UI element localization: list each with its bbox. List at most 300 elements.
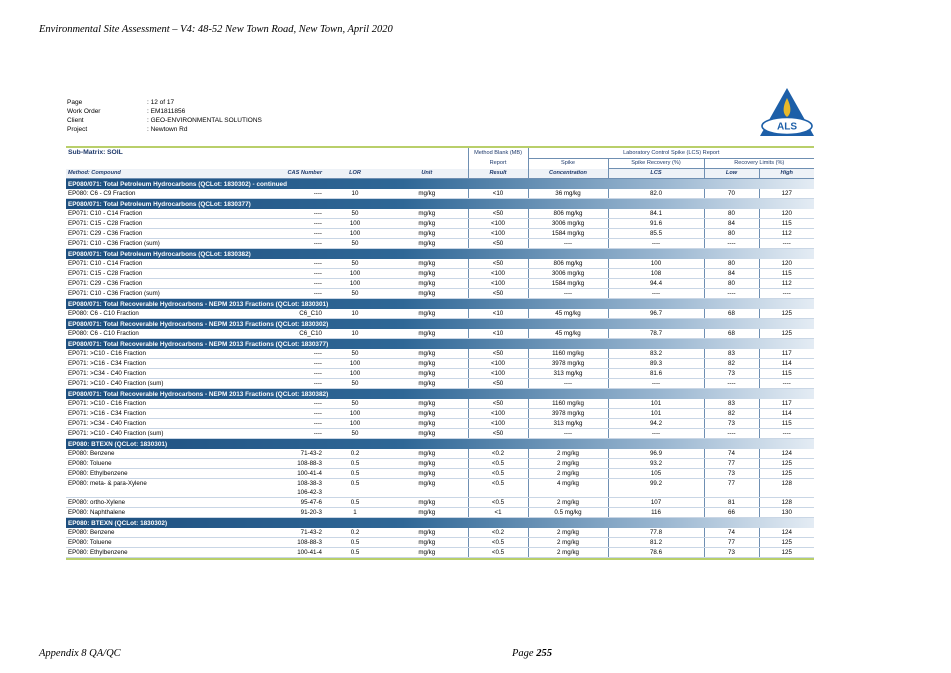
cell-lor: 0.5 <box>324 538 386 548</box>
cell-unit: mg/kg <box>386 209 468 219</box>
cell-lor: 10 <box>324 189 386 199</box>
cell-lor: 50 <box>324 349 386 359</box>
cell-lcs: 116 <box>608 508 704 518</box>
cell-cas: ---- <box>246 409 324 419</box>
cell-high: 112 <box>759 279 814 289</box>
cell-low: 68 <box>704 309 759 319</box>
cell-cas: ---- <box>246 279 324 289</box>
cell-unit: mg/kg <box>386 259 468 269</box>
cell-unit: mg/kg <box>386 359 468 369</box>
section-header-row <box>66 339 814 350</box>
meta-row <box>67 116 262 125</box>
table-row <box>66 429 814 439</box>
cell-result: <0.5 <box>468 548 528 558</box>
cell-cas: ---- <box>246 369 324 379</box>
meta-value: : EM1811856 <box>147 108 186 115</box>
cell-cas: 100-41-4 <box>246 548 324 558</box>
sub-matrix <box>66 148 246 159</box>
col-low: Low <box>704 169 759 179</box>
cell-lcs: 96.9 <box>608 449 704 459</box>
table-row <box>66 329 814 339</box>
cell-lor: 50 <box>324 209 386 219</box>
cell-lor: 100 <box>324 419 386 429</box>
cell-cas: 91-20-3 <box>246 508 324 518</box>
cell-low: 77 <box>704 538 759 548</box>
cell-low: ---- <box>704 239 759 249</box>
cell-compound: EP071: C10 - C36 Fraction (sum) <box>66 289 246 299</box>
cell-low: 83 <box>704 349 759 359</box>
cell-unit: mg/kg <box>386 309 468 319</box>
cell-lcs: 78.6 <box>608 548 704 558</box>
meta-row <box>67 107 262 116</box>
cell-lor: 0.5 <box>324 479 386 498</box>
table-row <box>66 528 814 538</box>
table-row <box>66 259 814 269</box>
cell-concentration: 2 mg/kg <box>528 538 608 548</box>
meta-value: : GEO-ENVIRONMENTAL SOLUTIONS <box>147 117 262 124</box>
cell-high: 125 <box>759 469 814 479</box>
footer-page-label: Page <box>512 648 534 659</box>
cell-low: 81 <box>704 498 759 508</box>
cell-cas: 108-88-3 <box>246 538 324 548</box>
cell-lor: 0.5 <box>324 498 386 508</box>
cell-result: <100 <box>468 359 528 369</box>
table-row <box>66 219 814 229</box>
cell-unit: mg/kg <box>386 409 468 419</box>
cell-lcs: 108 <box>608 269 704 279</box>
cell-lcs: 94.4 <box>608 279 704 289</box>
cell-low: 80 <box>704 279 759 289</box>
cell-compound: EP071: C10 - C36 Fraction (sum) <box>66 239 246 249</box>
cell-unit: mg/kg <box>386 508 468 518</box>
cell-result: <100 <box>468 369 528 379</box>
cell-low: 74 <box>704 449 759 459</box>
table-row <box>66 379 814 389</box>
cell-concentration: 313 mg/kg <box>528 369 608 379</box>
cell-unit: mg/kg <box>386 498 468 508</box>
cell-low: 73 <box>704 548 759 558</box>
cell-concentration: ---- <box>528 379 608 389</box>
cell-high: 117 <box>759 399 814 409</box>
cell-cas: ---- <box>246 189 324 199</box>
cell-cas: 95-47-6 <box>246 498 324 508</box>
cell-lor: 50 <box>324 379 386 389</box>
cell-compound: EP071: >C34 - C40 Fraction <box>66 369 246 379</box>
cell-low: 84 <box>704 219 759 229</box>
cell-low: 70 <box>704 189 759 199</box>
section-title: EP080/071: Total Recoverable Hydrocarbons - NEPM 2013 Fractions (QCLot: 1830302) <box>66 319 814 330</box>
cell-result: <100 <box>468 219 528 229</box>
cell-concentration: 36 mg/kg <box>528 189 608 199</box>
cell-high: 124 <box>759 528 814 538</box>
col-lor: LOR <box>324 169 386 179</box>
cell-lcs: 93.2 <box>608 459 704 469</box>
section-header-row <box>66 518 814 529</box>
cell-concentration: 1584 mg/kg <box>528 229 608 239</box>
cell-high: 124 <box>759 449 814 459</box>
cell-cas: ---- <box>246 419 324 429</box>
meta-key: Page <box>67 99 83 106</box>
cell-unit: mg/kg <box>386 528 468 538</box>
cell-lor: 10 <box>324 309 386 319</box>
cell-compound: EP071: C29 - C36 Fraction <box>66 229 246 239</box>
cell-result: <50 <box>468 209 528 219</box>
cell-lor: 1 <box>324 508 386 518</box>
cell-result: <50 <box>468 429 528 439</box>
table-row <box>66 459 814 469</box>
cell-compound: EP080: Naphthalene <box>66 508 246 518</box>
cell-low: 73 <box>704 469 759 479</box>
table-row <box>66 269 814 279</box>
cell-concentration: 1160 mg/kg <box>528 349 608 359</box>
cell-low: 80 <box>704 229 759 239</box>
cell-lcs: 100 <box>608 259 704 269</box>
cell-lor: 100 <box>324 359 386 369</box>
method-blank-header: Method Blank (MB) <box>468 148 528 159</box>
cell-low: 77 <box>704 479 759 498</box>
cell-lcs: 82.0 <box>608 189 704 199</box>
table-row <box>66 548 814 558</box>
cell-concentration: 806 mg/kg <box>528 259 608 269</box>
col-compound: Method: Compound <box>66 169 246 179</box>
cell-high: 125 <box>759 548 814 558</box>
cell-unit: mg/kg <box>386 369 468 379</box>
cell-cas: ---- <box>246 429 324 439</box>
cell-compound: EP071: C10 - C14 Fraction <box>66 259 246 269</box>
cell-concentration: 3978 mg/kg <box>528 359 608 369</box>
cell-concentration: 0.5 mg/kg <box>528 508 608 518</box>
cell-high: 114 <box>759 359 814 369</box>
cell-compound: EP071: C10 - C14 Fraction <box>66 209 246 219</box>
cell-concentration: ---- <box>528 289 608 299</box>
col-result: Result <box>468 169 528 179</box>
cell-concentration: 2 mg/kg <box>528 459 608 469</box>
cell-result: <0.5 <box>468 498 528 508</box>
cell-lor: 50 <box>324 429 386 439</box>
section-header-row <box>66 439 814 450</box>
cell-lcs: 94.2 <box>608 419 704 429</box>
cell-lcs: 101 <box>608 399 704 409</box>
section-title: EP080/071: Total Petroleum Hydrocarbons (QCLot: 1830382) <box>66 249 814 260</box>
cell-concentration: 45 mg/kg <box>528 309 608 319</box>
cell-lor: 50 <box>324 259 386 269</box>
cell-lcs: 105 <box>608 469 704 479</box>
cell-cas: ---- <box>246 269 324 279</box>
table-row <box>66 349 814 359</box>
cell-concentration: 1584 mg/kg <box>528 279 608 289</box>
cell-unit: mg/kg <box>386 219 468 229</box>
section-title: EP080: BTEXN (QCLot: 1830301) <box>66 439 814 450</box>
cell-compound: EP080: meta- & para-Xylene <box>66 479 246 498</box>
section-title: EP080: BTEXN (QCLot: 1830302) <box>66 518 814 529</box>
cell-result: <50 <box>468 289 528 299</box>
cell-compound: EP071: >C10 - C16 Fraction <box>66 349 246 359</box>
cell-unit: mg/kg <box>386 279 468 289</box>
cell-result: <0.2 <box>468 449 528 459</box>
footer-page <box>512 648 552 659</box>
logo-text: ALS <box>777 121 797 133</box>
cell-compound: EP080: Benzene <box>66 528 246 538</box>
cell-lcs: 101 <box>608 409 704 419</box>
cell-lcs: 91.6 <box>608 219 704 229</box>
cell-cas: 108-88-3 <box>246 459 324 469</box>
cell-result: <100 <box>468 229 528 239</box>
cell-compound: EP080: Ethylbenzene <box>66 469 246 479</box>
cell-high: 120 <box>759 259 814 269</box>
cell-lor: 0.5 <box>324 469 386 479</box>
cell-result: <50 <box>468 349 528 359</box>
cell-result: <0.5 <box>468 538 528 548</box>
cell-result: <0.5 <box>468 479 528 498</box>
section-header-row <box>66 319 814 330</box>
section-header-row <box>66 179 814 190</box>
cell-compound: EP080: Toluene <box>66 459 246 469</box>
cell-lor: 0.2 <box>324 528 386 538</box>
cell-cas: C6_C10 <box>246 329 324 339</box>
cell-low: 83 <box>704 399 759 409</box>
cell-high: 115 <box>759 369 814 379</box>
cell-result: <50 <box>468 379 528 389</box>
table-body <box>66 179 814 558</box>
cell-cas: ---- <box>246 229 324 239</box>
cell-lcs: 85.5 <box>608 229 704 239</box>
cell-high: ---- <box>759 379 814 389</box>
cell-low: 73 <box>704 369 759 379</box>
cell-cas: 71-43-2 <box>246 528 324 538</box>
col-cas: CAS Number <box>246 169 324 179</box>
cell-compound: EP080: Toluene <box>66 538 246 548</box>
cell-lor: 100 <box>324 279 386 289</box>
cell-unit: mg/kg <box>386 538 468 548</box>
cell-result: <0.5 <box>468 469 528 479</box>
cell-lor: 100 <box>324 229 386 239</box>
table-row <box>66 229 814 239</box>
cell-high: 125 <box>759 538 814 548</box>
report-meta <box>67 98 262 134</box>
cell-lcs: ---- <box>608 429 704 439</box>
cell-low: ---- <box>704 379 759 389</box>
cell-low: 82 <box>704 359 759 369</box>
cell-lor: 0.5 <box>324 459 386 469</box>
table-row <box>66 209 814 219</box>
cell-lor: 50 <box>324 239 386 249</box>
cell-unit: mg/kg <box>386 229 468 239</box>
cell-unit: mg/kg <box>386 289 468 299</box>
cell-lor: 100 <box>324 219 386 229</box>
section-header-row <box>66 249 814 260</box>
table-row <box>66 289 814 299</box>
cell-result: <50 <box>468 259 528 269</box>
meta-key: Project <box>67 126 88 133</box>
cell-high: ---- <box>759 429 814 439</box>
cell-concentration: 2 mg/kg <box>528 548 608 558</box>
cell-lor: 0.5 <box>324 548 386 558</box>
cell-result: <1 <box>468 508 528 518</box>
cell-lcs: ---- <box>608 379 704 389</box>
cell-low: ---- <box>704 289 759 299</box>
cell-cas: ---- <box>246 359 324 369</box>
cell-compound: EP071: >C16 - C34 Fraction <box>66 409 246 419</box>
cell-compound: EP071: >C10 - C40 Fraction (sum) <box>66 379 246 389</box>
cell-cas: ---- <box>246 399 324 409</box>
cell-cas: ---- <box>246 209 324 219</box>
cell-high: 114 <box>759 409 814 419</box>
col-lcs: LCS <box>608 169 704 179</box>
cell-low: 73 <box>704 419 759 429</box>
cell-lcs: 96.7 <box>608 309 704 319</box>
document-header: Environmental Site Assessment – V4: 48-52 New Town Road, New Town, April 2020 <box>39 24 393 35</box>
cell-unit: mg/kg <box>386 548 468 558</box>
cell-result: <10 <box>468 189 528 199</box>
cell-high: 112 <box>759 229 814 239</box>
cell-high: ---- <box>759 239 814 249</box>
cell-compound: EP080: ortho-Xylene <box>66 498 246 508</box>
cell-lcs: 99.2 <box>608 479 704 498</box>
table-row <box>66 469 814 479</box>
cell-compound: EP071: >C16 - C34 Fraction <box>66 359 246 369</box>
cell-high: 115 <box>759 269 814 279</box>
meta-key: Client <box>67 117 84 124</box>
cell-result: <100 <box>468 409 528 419</box>
cell-high: 125 <box>759 329 814 339</box>
spike-recovery-header: Spike Recovery (%) <box>608 159 704 169</box>
sub-matrix-label: Sub-Matrix: <box>68 149 106 157</box>
cell-lcs: 78.7 <box>608 329 704 339</box>
cell-concentration: ---- <box>528 239 608 249</box>
cell-concentration: 313 mg/kg <box>528 419 608 429</box>
cell-unit: mg/kg <box>386 459 468 469</box>
cell-compound: EP071: >C10 - C16 Fraction <box>66 399 246 409</box>
cell-concentration: 3006 mg/kg <box>528 219 608 229</box>
cell-lcs: ---- <box>608 239 704 249</box>
lcs-header: Laboratory Control Spike (LCS) Report <box>528 148 814 159</box>
cell-unit: mg/kg <box>386 269 468 279</box>
cell-low: 84 <box>704 269 759 279</box>
cell-result: <100 <box>468 419 528 429</box>
cell-unit: mg/kg <box>386 349 468 359</box>
cell-unit: mg/kg <box>386 419 468 429</box>
cell-concentration: ---- <box>528 429 608 439</box>
cell-compound: EP080: C6 - C10 Fraction <box>66 329 246 339</box>
cell-lor: 100 <box>324 369 386 379</box>
cell-result: <50 <box>468 239 528 249</box>
cell-cas: ---- <box>246 289 324 299</box>
cell-result: <10 <box>468 309 528 319</box>
section-title: EP080/071: Total Recoverable Hydrocarbons - NEPM 2013 Fractions (QCLot: 1830301) <box>66 299 814 310</box>
cell-cas: ---- <box>246 349 324 359</box>
cell-cas: 108-38-3 106-42-3 <box>246 479 324 498</box>
cell-low: 74 <box>704 528 759 538</box>
sub-matrix-value: SOIL <box>106 149 123 157</box>
cell-lor: 100 <box>324 269 386 279</box>
cell-compound: EP071: C15 - C28 Fraction <box>66 269 246 279</box>
cell-compound: EP080: Benzene <box>66 449 246 459</box>
cell-cas: 71-43-2 <box>246 449 324 459</box>
cell-high: 125 <box>759 309 814 319</box>
cell-unit: mg/kg <box>386 239 468 249</box>
cell-cas: ---- <box>246 379 324 389</box>
cell-low: 80 <box>704 209 759 219</box>
spike-header: Spike <box>528 159 608 169</box>
cell-unit: mg/kg <box>386 449 468 459</box>
cell-cas: ---- <box>246 259 324 269</box>
table-row <box>66 449 814 459</box>
cell-unit: mg/kg <box>386 189 468 199</box>
cell-lcs: ---- <box>608 289 704 299</box>
cell-compound: EP071: >C34 - C40 Fraction <box>66 419 246 429</box>
cell-concentration: 1160 mg/kg <box>528 399 608 409</box>
section-header-row <box>66 299 814 310</box>
cell-compound: EP080: C6 - C10 Fraction <box>66 309 246 319</box>
cell-lor: 100 <box>324 409 386 419</box>
table-row <box>66 409 814 419</box>
cell-low: 66 <box>704 508 759 518</box>
cell-cas: C6_C10 <box>246 309 324 319</box>
cell-lcs: 107 <box>608 498 704 508</box>
table-row <box>66 309 814 319</box>
meta-value: : Newtown Rd <box>147 126 188 133</box>
cell-low: 68 <box>704 329 759 339</box>
table-row <box>66 538 814 548</box>
cell-lcs: 81.2 <box>608 538 704 548</box>
table-row <box>66 189 814 199</box>
table-row <box>66 239 814 249</box>
table-row <box>66 369 814 379</box>
cell-concentration: 2 mg/kg <box>528 528 608 538</box>
qc-report-table <box>66 146 814 560</box>
cell-concentration: 2 mg/kg <box>528 469 608 479</box>
cell-compound: EP080: C6 - C9 Fraction <box>66 189 246 199</box>
cell-compound: EP080: Ethylbenzene <box>66 548 246 558</box>
cell-result: <100 <box>468 269 528 279</box>
cell-high: 130 <box>759 508 814 518</box>
cell-unit: mg/kg <box>386 469 468 479</box>
als-logo <box>758 86 816 138</box>
cell-result: <50 <box>468 399 528 409</box>
cell-compound: EP071: C15 - C28 Fraction <box>66 219 246 229</box>
cell-result: <0.5 <box>468 459 528 469</box>
method-blank-header-2: Report <box>468 159 528 169</box>
cell-high: ---- <box>759 289 814 299</box>
cell-concentration: 2 mg/kg <box>528 498 608 508</box>
cell-lor: 50 <box>324 289 386 299</box>
table-row <box>66 399 814 409</box>
cell-high: 127 <box>759 189 814 199</box>
cell-concentration: 3006 mg/kg <box>528 269 608 279</box>
cell-cas: ---- <box>246 239 324 249</box>
cell-result: <0.2 <box>468 528 528 538</box>
table-row <box>66 279 814 289</box>
cell-high: 117 <box>759 349 814 359</box>
cell-lcs: 83.2 <box>608 349 704 359</box>
table-row <box>66 359 814 369</box>
cell-concentration: 45 mg/kg <box>528 329 608 339</box>
cell-cas: ---- <box>246 219 324 229</box>
cell-lor: 0.2 <box>324 449 386 459</box>
section-title: EP080/071: Total Petroleum Hydrocarbons (QCLot: 1830377) <box>66 199 814 210</box>
col-concentration: Concentration <box>528 169 608 179</box>
cell-high: 115 <box>759 219 814 229</box>
cell-concentration: 806 mg/kg <box>528 209 608 219</box>
cell-lcs: 89.3 <box>608 359 704 369</box>
meta-row <box>67 98 262 107</box>
table-row <box>66 508 814 518</box>
cell-unit: mg/kg <box>386 329 468 339</box>
cell-high: 115 <box>759 419 814 429</box>
meta-value: : 12 of 17 <box>147 99 175 106</box>
cell-low: ---- <box>704 429 759 439</box>
cell-compound: EP071: >C10 - C40 Fraction (sum) <box>66 429 246 439</box>
